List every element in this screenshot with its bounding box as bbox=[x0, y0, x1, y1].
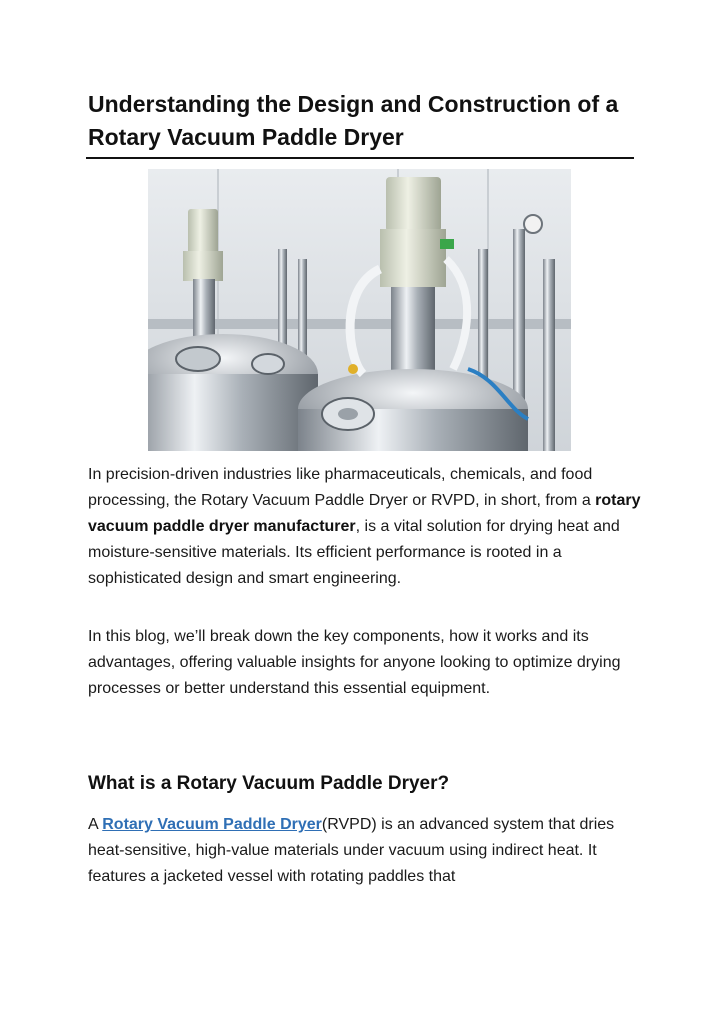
title-underline bbox=[86, 157, 634, 159]
section-heading: What is a Rotary Vacuum Paddle Dryer? bbox=[88, 773, 450, 794]
manufacturer-keyword: rotary vacuum paddle dryer manufacturer bbox=[88, 492, 641, 535]
intro-text-end: , is a vital solution for drying heat and moisture-sensitive materials. Its efficient performance is rooted in a sophisticated design and smart engineering. bbox=[88, 518, 620, 587]
article-title bbox=[88, 88, 636, 154]
intro-paragraph bbox=[88, 462, 648, 592]
intro-text-start: In precision-driven industries like pharmaceuticals, chemicals, and food processing, the Rotary Vacuum Paddle Dryer or RVPD, in short, from a bbox=[88, 466, 596, 509]
definition-text-end: (RVPD) is an advanced system that dries heat-sensitive, high-value materials under vacuum using indirect heat. It features a jacketed vessel with rotating paddles that bbox=[88, 816, 615, 885]
rvpd-link[interactable]: Rotary Vacuum Paddle Dryer bbox=[102, 816, 322, 833]
title-line-2: Rotary Vacuum Paddle Dryer bbox=[88, 124, 404, 150]
definition-paragraph bbox=[88, 812, 648, 890]
dryer-equipment-photo bbox=[148, 169, 571, 451]
blog-overview-paragraph: In this blog, we’ll break down the key components, how it works and its advantages, offering valuable insights for anyone looking to optimize drying processes or better understand this essential equipment. bbox=[88, 628, 621, 697]
title-line-1: Understanding the Design and Construction of a bbox=[88, 91, 619, 117]
definition-text-start: A bbox=[88, 816, 103, 833]
